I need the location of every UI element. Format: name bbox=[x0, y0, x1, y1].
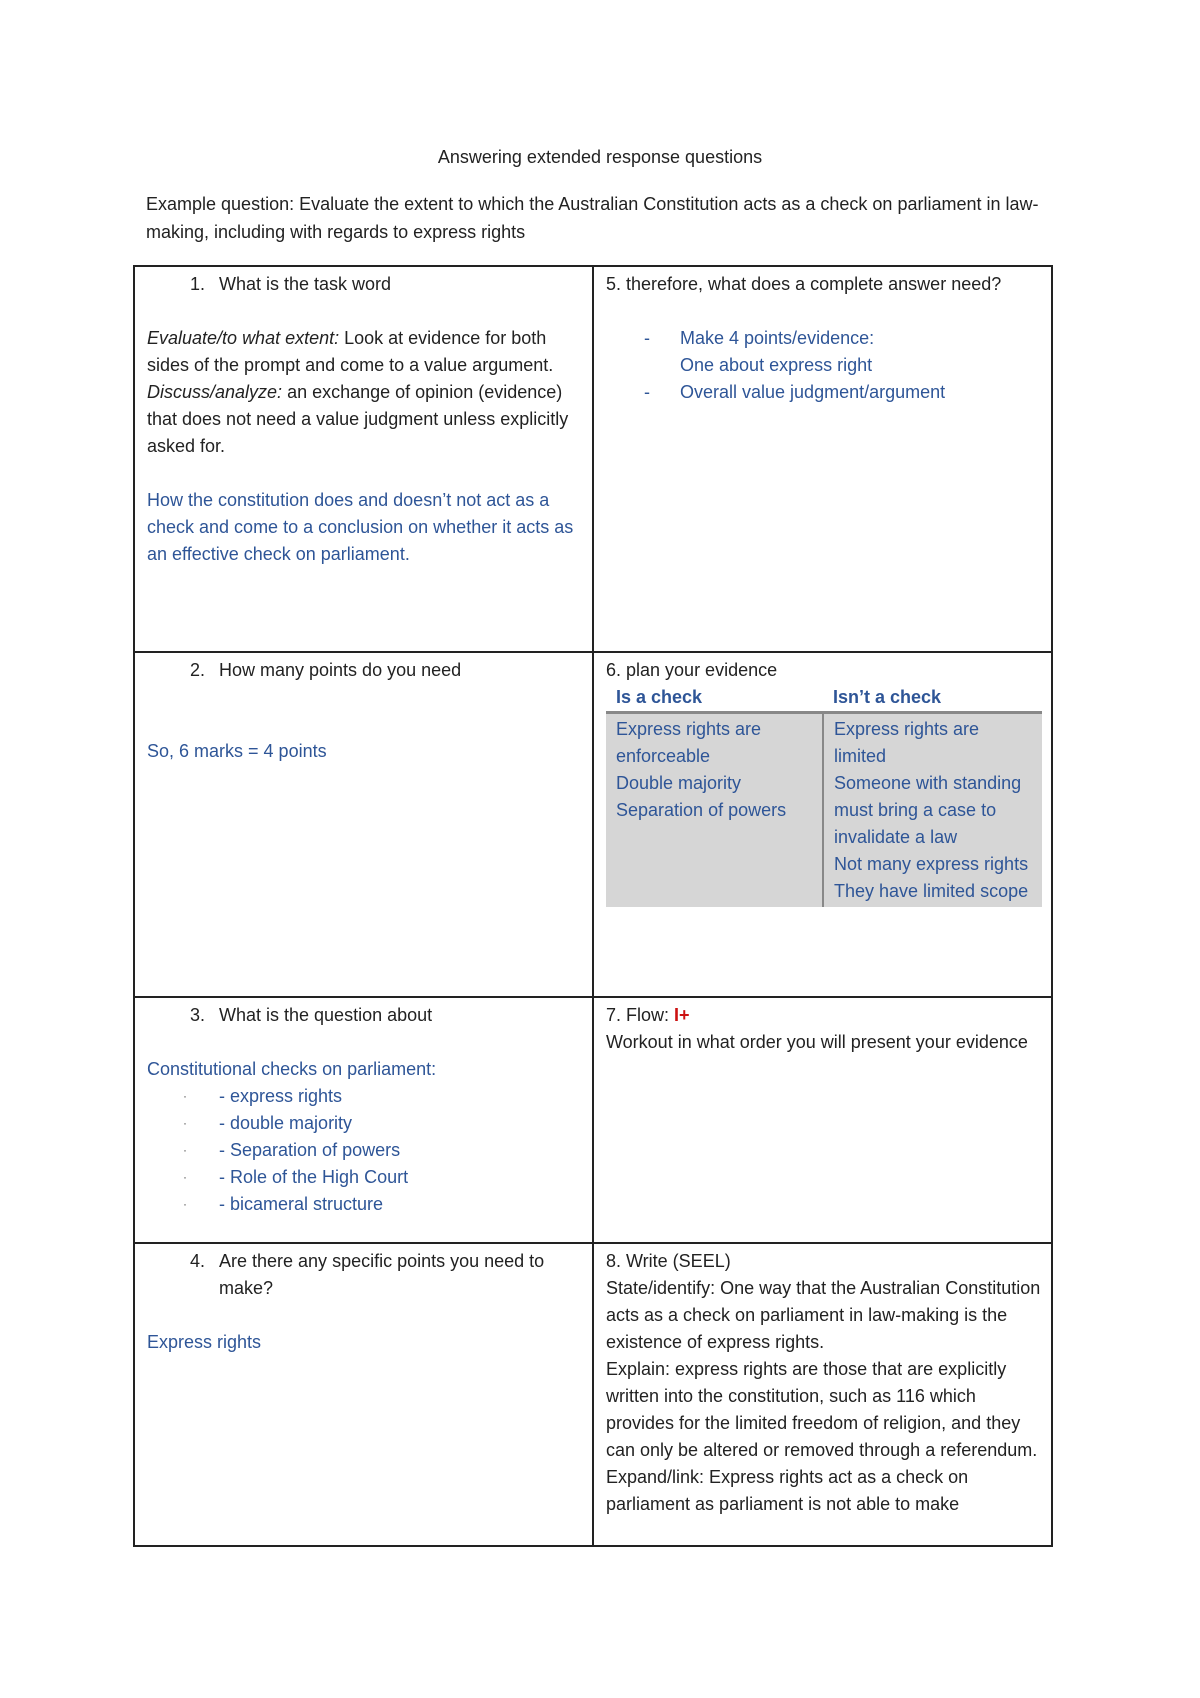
isnt-check-column bbox=[823, 713, 1042, 908]
cell-flow bbox=[593, 997, 1052, 1243]
document-title: Answering extended response questions bbox=[437, 147, 763, 167]
list-item: Separation of powers bbox=[616, 800, 787, 820]
handwritten-mark: I+ bbox=[674, 1005, 690, 1025]
example-question: Example question: Evaluate the extent to which the Australian Constitution acts as a check on parliament in law-making, including with regards to express rights bbox=[146, 194, 1039, 242]
step-number: 1. bbox=[189, 274, 205, 294]
step-number: 2. bbox=[189, 660, 205, 680]
list-item: Express rights are enforceable bbox=[616, 719, 762, 766]
seel-explain: Explain: express rights are those that are explicitly written into the constitution, such as 116 which provides for the limited freedom of religion, and they can only be altered or removed through a referendum. bbox=[606, 1359, 1038, 1460]
flow-text: Workout in what order you will present your evidence bbox=[606, 1032, 1028, 1052]
complete-answer-list bbox=[606, 325, 1041, 406]
planning-table bbox=[133, 265, 1053, 1547]
list-item: Not many express rights bbox=[834, 854, 1029, 874]
cell-complete-answer bbox=[593, 266, 1052, 652]
step-number: 4. bbox=[189, 1251, 205, 1271]
list-item: · - express rights bbox=[219, 1083, 582, 1110]
step-heading: What is the question about bbox=[219, 1005, 433, 1025]
points-answer: So, 6 marks = 4 points bbox=[147, 741, 327, 761]
step-heading: Are there any specific points you need to make? bbox=[219, 1251, 545, 1298]
list-item: Express rights are limited bbox=[834, 719, 980, 766]
specific-points-answer: Express rights bbox=[147, 1332, 262, 1352]
list-item: · - Separation of powers bbox=[219, 1137, 582, 1164]
list-item: · - bicameral structure bbox=[219, 1191, 582, 1218]
evidence-table bbox=[606, 684, 1042, 907]
step-heading: 6. plan your evidence bbox=[606, 660, 778, 680]
list-item: · - double majority bbox=[219, 1110, 582, 1137]
step-heading: How many points do you need bbox=[219, 660, 462, 680]
list-item: Someone with standing must bring a case to invalidate a law bbox=[834, 773, 1022, 847]
list-item: - Overall value judgment/argument bbox=[644, 379, 1041, 406]
cell-write-seel bbox=[593, 1243, 1052, 1546]
is-check-column bbox=[606, 713, 823, 908]
column-header-is-check: Is a check bbox=[606, 684, 823, 713]
step-heading: What is the task word bbox=[219, 274, 392, 294]
cell-points-needed bbox=[134, 652, 593, 997]
list-item: Double majority bbox=[616, 773, 742, 793]
step-number: 3. bbox=[189, 1005, 205, 1025]
question-about-answer: Constitutional checks on parliament: bbox=[147, 1059, 437, 1079]
seel-state: State/identify: One way that the Australian Constitution acts as a check on parliament in law-making is the existence of express rights. bbox=[606, 1278, 1041, 1352]
list-item: They have limited scope bbox=[834, 881, 1029, 901]
column-header-isnt-check: Isn’t a check bbox=[823, 684, 1042, 713]
task-word-evaluate: Evaluate/to what extent: Look at evidence for both sides of the prompt and come to a value argument. bbox=[147, 328, 554, 375]
step-heading: 5. therefore, what does a complete answer need? bbox=[606, 274, 1002, 294]
cell-task-word bbox=[134, 266, 593, 652]
cell-plan-evidence bbox=[593, 652, 1052, 997]
cell-question-about bbox=[134, 997, 593, 1243]
step-heading: 7. Flow: I+ bbox=[606, 1005, 690, 1025]
task-word-discuss: Discuss/analyze: an exchange of opinion (evidence) that does not need a value judgment unless explicitly asked for. bbox=[147, 382, 569, 456]
cell-specific-points bbox=[134, 1243, 593, 1546]
list-item: - Make 4 points/evidence: One about express right bbox=[644, 325, 1041, 379]
list-item: · - Role of the High Court bbox=[219, 1164, 582, 1191]
task-word-answer: How the constitution does and doesn’t not act as a check and come to a conclusion on whether it acts as an effective check on parliament. bbox=[147, 490, 574, 564]
seel-expand: Expand/link: Express rights act as a check on parliament as parliament is not able to make bbox=[606, 1467, 969, 1514]
step-heading: 8. Write (SEEL) bbox=[606, 1251, 731, 1271]
checks-list bbox=[147, 1083, 582, 1218]
